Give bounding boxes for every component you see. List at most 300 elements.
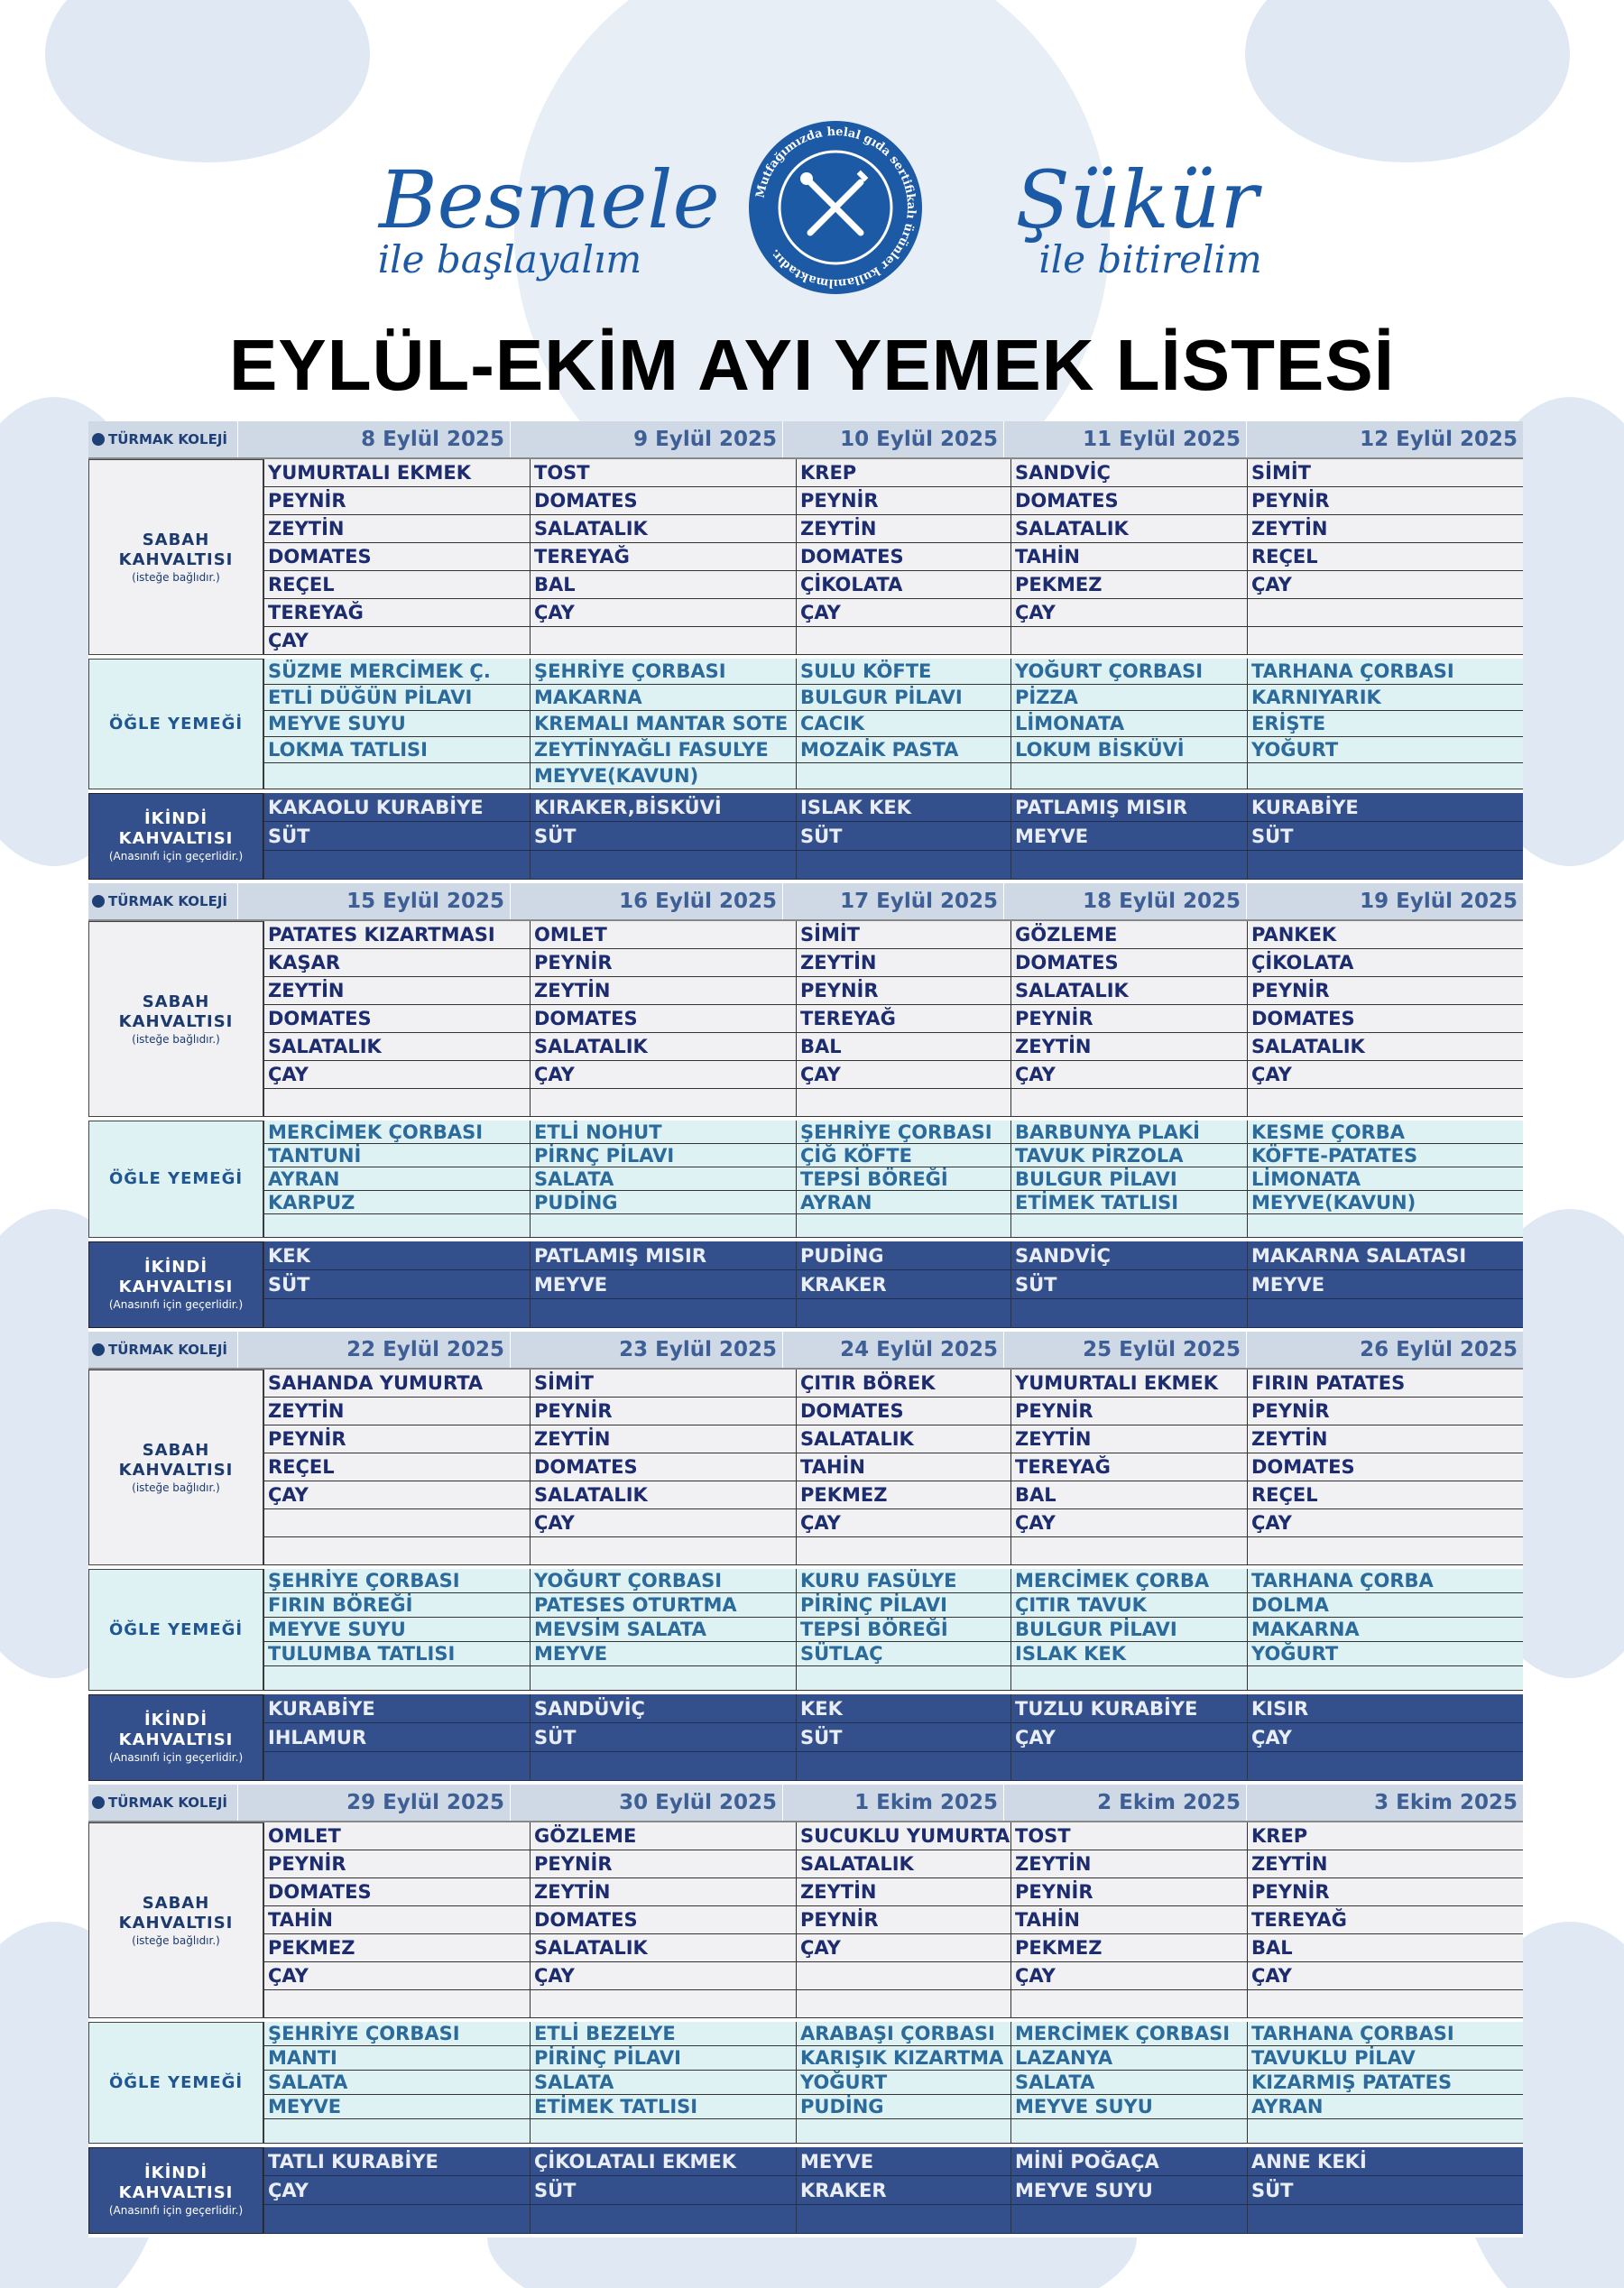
day-column [263,1569,530,1691]
day-column [530,1694,796,1781]
menu-item: SÜT [531,1723,796,1752]
menu-item: ZEYTİN [1011,1033,1247,1061]
day-column [263,2022,530,2144]
menu-item [531,851,796,880]
menu-item: SALATALIK [1011,977,1247,1005]
snack-section [88,793,1523,883]
menu-item: REÇEL [264,571,530,599]
menu-item: ZEYTİN [531,977,796,1005]
menu-item [531,1537,796,1565]
menu-item: ÇİKOLATA [1248,949,1523,977]
menu-item: MEYVE SUYU [264,1618,530,1642]
menu-item [264,2205,530,2234]
menu-item: KREP [797,459,1010,487]
menu-item: ÇAY [1248,571,1523,599]
menu-item: SÜT [264,822,530,851]
menu-item: SÜZME MERCİMEK Ç. [264,659,530,685]
breakfast-section [88,921,1523,1121]
snack-label [88,1694,263,1781]
brand-logo [88,1785,237,1821]
menu-item: ZEYTİN [1011,1850,1247,1878]
menu-item [531,1752,796,1781]
menu-item: TAHİN [1011,1906,1247,1934]
lunch-section [88,1121,1523,1241]
page-header [0,0,1624,415]
menu-item: GÖZLEME [531,1822,796,1850]
menu-item: SİMİT [531,1370,796,1398]
day-column [263,1822,530,2018]
lunch-section [88,1569,1523,1694]
menu-item: SALATA [531,2071,796,2095]
menu-item: MERCİMEK ÇORBASI [264,1121,530,1144]
brand-icon [92,895,105,908]
menu-item: SALATA [531,1167,796,1191]
snack-label [88,1241,263,1328]
menu-item: YOĞURT ÇORBASI [1011,659,1247,685]
menu-item [531,2205,796,2234]
menu-item: ZEYTİN [1248,1850,1523,1878]
lunch-label [88,659,263,789]
menu-item: PEYNİR [1248,977,1523,1005]
menu-item: KEK [264,1241,530,1270]
day-column [1247,659,1523,789]
menu-item: SÜT [1248,2176,1523,2205]
brand-name: TÜRMAK KOLEJİ [108,1342,228,1358]
menu-item: MEYVE(KAVUN) [531,763,796,789]
label-line: KAHVALTISI [118,1913,234,1933]
menu-item: ÇAY [264,2176,530,2205]
menu-item [1248,1537,1523,1565]
menu-item: SALATALIK [531,1481,796,1509]
breakfast-section [88,459,1523,659]
week-header [88,1785,1523,1822]
menu-item: KRAKER [797,2176,1010,2205]
menu-item: ÇAY [1248,1962,1523,1990]
day-column [1247,1121,1523,1238]
day-column [530,459,796,655]
label-note: (isteğe bağlıdır.) [132,1032,220,1046]
menu-item: SALATALIK [264,1033,530,1061]
menu-item: ŞEHRİYE ÇORBASI [264,2022,530,2046]
menu-item: DOMATES [264,1005,530,1033]
day-date: 29 Eylül 2025 [237,1785,510,1821]
menu-item: PEYNİR [1248,1878,1523,1906]
menu-item: KREP [1248,1822,1523,1850]
menu-item: MERCİMEK ÇORBASI [1011,2022,1247,2046]
menu-item: SALATALIK [531,1934,796,1962]
lunch-label [88,2022,263,2144]
menu-item: MEVSİM SALATA [531,1618,796,1642]
seal-text: Mutfağımızda helal gıda sertifikalı ürünler kullanılmaktadır. [753,125,918,291]
menu-item: KARPUZ [264,1191,530,1214]
brand-name: TÜRMAK KOLEJİ [108,431,228,447]
menu-item: ISLAK KEK [1011,1642,1247,1666]
label-line: SABAH [142,1893,210,1913]
snack-section [88,1241,1523,1332]
menu-item [264,1537,530,1565]
menu-item [1011,1299,1247,1328]
menu-item: SÜT [797,822,1010,851]
menu-item: SÜTLAÇ [797,1642,1010,1666]
brand-name: TÜRMAK KOLEJİ [108,1794,228,1811]
menu-item: IHLAMUR [264,1723,530,1752]
day-column [1247,2022,1523,2144]
day-date: 10 Eylül 2025 [782,421,1003,457]
label-note: (isteğe bağlıdır.) [132,1933,220,1947]
besmele-subtext: ile başlayalım [377,237,642,281]
menu-item: ZEYTİN [797,949,1010,977]
label-note: (Anasınıfı için geçerlidir.) [108,850,244,863]
menu-item: ETLİ NOHUT [531,1121,796,1144]
label-line: ÖĞLE YEMEĞİ [108,1619,244,1639]
brand-logo [88,1332,237,1368]
label-line: ÖĞLE YEMEĞİ [108,2072,244,2092]
lunch-section [88,2022,1523,2147]
menu-item: OMLET [264,1822,530,1850]
week-block [88,1332,1523,1785]
day-column [796,1121,1010,1238]
day-date: 15 Eylül 2025 [237,883,510,919]
day-date: 1 Ekim 2025 [782,1785,1003,1821]
menu-item: BAL [1248,1934,1523,1962]
menu-item: BAL [1011,1481,1247,1509]
menu-item: PEYNİR [264,487,530,515]
menu-item: ŞEHRİYE ÇORBASI [797,1121,1010,1144]
menu-item: REÇEL [264,1453,530,1481]
menu-item: FIRIN BÖREĞİ [264,1593,530,1618]
menu-item: PİZZA [1011,685,1247,711]
menu-item: TAHİN [264,1906,530,1934]
menu-item: PEYNİR [531,949,796,977]
menu-item: PANKEK [1248,921,1523,949]
menu-item: BULGUR PİLAVI [797,685,1010,711]
menu-item: ÇAY [1011,1723,1247,1752]
menu-item: MANTI [264,2046,530,2071]
menu-item: ÇAY [1248,1061,1523,1089]
menu-table [88,421,1523,2237]
breakfast-section [88,1822,1523,2022]
menu-item: SÜT [797,1723,1010,1752]
menu-item [797,627,1010,655]
label-line: SABAH [142,530,210,549]
menu-item: PEYNİR [1011,1005,1247,1033]
day-column [263,1694,530,1781]
besmele-wordmark [377,153,720,281]
menu-item: LOKMA TATLISI [264,737,530,763]
menu-item: TAHİN [1011,543,1247,571]
menu-item: FIRIN PATATES [1248,1370,1523,1398]
menu-item [531,1990,796,2018]
menu-item: SALATALIK [531,515,796,543]
halal-seal-icon [745,117,926,298]
label-line: İKİNDİ [143,809,208,828]
menu-item [264,1214,530,1238]
menu-item: ÇAY [264,1962,530,1990]
menu-item [264,1299,530,1328]
day-column [1247,1370,1523,1565]
menu-item [797,763,1010,789]
menu-item: MERCİMEK ÇORBA [1011,1569,1247,1593]
menu-item: PATESES OTURTMA [531,1593,796,1618]
menu-item: ZEYTİN [264,515,530,543]
menu-item: ÇAY [797,599,1010,627]
menu-item: PUDİNG [797,1241,1010,1270]
menu-item: SÜT [1011,1270,1247,1299]
day-column [796,793,1010,880]
day-column [1010,1241,1247,1328]
menu-item: MAKARNA [531,685,796,711]
day-column [263,1370,530,1565]
menu-item: REÇEL [1248,1481,1523,1509]
day-column [1247,1569,1523,1691]
menu-item [797,1752,1010,1781]
menu-item: GÖZLEME [1011,921,1247,949]
day-column [530,2022,796,2144]
menu-item: SAHANDA YUMURTA [264,1370,530,1398]
menu-item: DOMATES [264,1878,530,1906]
menu-item [531,1089,796,1117]
menu-item [1011,1666,1247,1691]
menu-item [797,2119,1010,2144]
sukur-subtext: ile bitirelim [1038,237,1262,281]
menu-item: TEREYAĞ [797,1005,1010,1033]
label-line: SABAH [142,992,210,1011]
menu-item: SALATA [1011,2071,1247,2095]
menu-item: BULGUR PİLAVI [1011,1618,1247,1642]
menu-item: PATATES KIZARTMASI [264,921,530,949]
menu-item: AYRAN [264,1167,530,1191]
menu-item: DOMATES [1248,1453,1523,1481]
menu-item [1011,1214,1247,1238]
menu-item: KIZARMIŞ PATATES [1248,2071,1523,2095]
menu-item: ÇAY [797,1934,1010,1962]
menu-item: KAŞAR [264,949,530,977]
menu-item: DOMATES [1011,487,1247,515]
menu-item: TEREYAĞ [531,543,796,571]
menu-item: ARABAŞI ÇORBASI [797,2022,1010,2046]
menu-item [1011,1990,1247,2018]
breakfast-label [88,459,263,655]
menu-item [797,1537,1010,1565]
menu-item: DOMATES [797,1398,1010,1425]
menu-item: KEK [797,1694,1010,1723]
day-column [1247,921,1523,1117]
menu-item: SANDÜVİÇ [531,1694,796,1723]
menu-item: CACIK [797,711,1010,737]
day-date: 19 Eylül 2025 [1246,883,1523,919]
menu-item: SALATALIK [531,1033,796,1061]
day-column [796,1241,1010,1328]
menu-item: TOST [531,459,796,487]
menu-item: MEYVE SUYU [1011,2095,1247,2119]
menu-item: ÇİKOLATALI EKMEK [531,2147,796,2176]
day-column [796,1822,1010,2018]
label-note: (Anasınıfı için geçerlidir.) [108,1751,244,1764]
day-date: 9 Eylül 2025 [510,421,782,457]
brand-icon [92,433,105,446]
menu-item: KESME ÇORBA [1248,1121,1523,1144]
menu-item: ZEYTİN [531,1878,796,1906]
menu-item [797,2205,1010,2234]
menu-item: SALATALIK [797,1850,1010,1878]
label-line: İKİNDİ [143,2163,208,2182]
menu-item: MEYVE [531,1642,796,1666]
week-block [88,421,1523,883]
menu-item: ÇAY [1011,1509,1247,1537]
day-column [1247,793,1523,880]
menu-item: MEYVE [264,2095,530,2119]
menu-item: ÇAY [1248,1723,1523,1752]
menu-item: YOĞURT ÇORBASI [531,1569,796,1593]
label-line: KAHVALTISI [118,2183,234,2202]
menu-item [1248,599,1523,627]
breakfast-section [88,1370,1523,1569]
label-line: SABAH [142,1440,210,1460]
menu-item [531,1299,796,1328]
menu-item: PİRİNÇ PİLAVI [531,2046,796,2071]
menu-item: MEYVE [797,2147,1010,2176]
menu-item: TATLI KURABİYE [264,2147,530,2176]
day-column [530,1241,796,1328]
menu-item: DOMATES [1248,1005,1523,1033]
label-line: KAHVALTISI [118,549,234,569]
menu-item [1248,1214,1523,1238]
menu-item: ÇAY [264,627,530,655]
day-column [1247,1822,1523,2018]
day-date: 18 Eylül 2025 [1003,883,1246,919]
menu-item: TEPSİ BÖREĞİ [797,1618,1010,1642]
day-column [796,1694,1010,1781]
day-date: 25 Eylül 2025 [1003,1332,1246,1368]
day-column [1010,1370,1247,1565]
menu-item: SUCUKLU YUMURTA [797,1822,1010,1850]
brand-name: TÜRMAK KOLEJİ [108,893,228,909]
menu-item: TAVUK PİRZOLA [1011,1144,1247,1167]
menu-item: PATLAMIŞ MISIR [1011,793,1247,822]
menu-item [1011,851,1247,880]
menu-item: KURABİYE [1248,793,1523,822]
menu-item [1248,851,1523,880]
day-date: 2 Ekim 2025 [1003,1785,1246,1821]
menu-item: ZEYTİN [531,1425,796,1453]
menu-item: PUDİNG [531,1191,796,1214]
menu-item [797,1666,1010,1691]
label-line: KAHVALTISI [118,1460,234,1480]
menu-item: ÇAY [797,1509,1010,1537]
menu-item [1011,2119,1247,2144]
menu-item: MAKARNA SALATASI [1248,1241,1523,1270]
menu-item [1248,1752,1523,1781]
menu-item: TARHANA ÇORBASI [1248,2022,1523,2046]
page-title: EYLÜL-EKİM AYI YEMEK LİSTESİ [229,325,1395,405]
menu-item [797,851,1010,880]
day-column [1010,1822,1247,2018]
menu-item: PATLAMIŞ MISIR [531,1241,796,1270]
day-column [530,793,796,880]
day-column [1010,659,1247,789]
menu-item: PEYNİR [264,1850,530,1878]
menu-item: KÖFTE-PATATES [1248,1144,1523,1167]
day-column [1247,2147,1523,2234]
menu-item: TAVUKLU PİLAV [1248,2046,1523,2071]
menu-item: SALATALIK [797,1425,1010,1453]
menu-item: ŞEHRİYE ÇORBASI [264,1569,530,1593]
menu-item [1011,2205,1247,2234]
menu-item [264,1752,530,1781]
day-column [263,459,530,655]
menu-item: ÇAY [1011,599,1247,627]
menu-item: TULUMBA TATLISI [264,1642,530,1666]
day-column [796,459,1010,655]
label-note: (isteğe bağlıdır.) [132,570,220,584]
menu-item: PEYNİR [797,487,1010,515]
menu-item: KAKAOLU KURABİYE [264,793,530,822]
week-block [88,883,1523,1332]
day-column [530,659,796,789]
menu-item [264,1990,530,2018]
snack-label [88,2147,263,2234]
menu-item: TEPSİ BÖREĞİ [797,1167,1010,1191]
menu-item: AYRAN [797,1191,1010,1214]
menu-item: ZEYTİN [264,977,530,1005]
menu-item: PEKMEZ [1011,571,1247,599]
menu-item: MEYVE(KAVUN) [1248,1191,1523,1214]
menu-item: TARHANA ÇORBASI [1248,659,1523,685]
menu-item: SİMİT [797,921,1010,949]
day-date: 17 Eylül 2025 [782,883,1003,919]
menu-item: ETİMEK TATLISI [531,2095,796,2119]
menu-item [797,1089,1010,1117]
menu-item [797,1299,1010,1328]
menu-item: SÜT [531,822,796,851]
menu-item: TUZLU KURABİYE [1011,1694,1247,1723]
brand-logo [88,883,237,919]
day-column [1247,1241,1523,1328]
menu-item: SANDVİÇ [1011,1241,1247,1270]
menu-item: ÇAY [797,1061,1010,1089]
menu-item: PİRİNÇ PİLAVI [797,1593,1010,1618]
besmele-text: Besmele [379,153,720,246]
week-header [88,421,1523,459]
menu-item: DOMATES [264,543,530,571]
menu-item: TEREYAĞ [1248,1906,1523,1934]
snack-section [88,1694,1523,1785]
menu-item [797,1962,1010,1990]
menu-item: ETLİ DÜĞÜN PİLAVI [264,685,530,711]
day-column [530,1370,796,1565]
menu-item: PEYNİR [1248,1398,1523,1425]
day-column [1010,2022,1247,2144]
menu-item: MİNİ POĞAÇA [1011,2147,1247,2176]
menu-item: ÇAY [531,1061,796,1089]
menu-item [264,1089,530,1117]
menu-item: ISLAK KEK [797,793,1010,822]
menu-item: ANNE KEKİ [1248,2147,1523,2176]
day-column [796,1569,1010,1691]
snack-label [88,793,263,880]
day-date: 26 Eylül 2025 [1246,1332,1523,1368]
day-date: 3 Ekim 2025 [1246,1785,1523,1821]
label-note: (Anasınıfı için geçerlidir.) [108,1298,244,1311]
menu-item: KRAKER [797,1270,1010,1299]
menu-item: SALATALIK [1011,515,1247,543]
menu-item [264,763,530,789]
week-block [88,1785,1523,2237]
day-column [796,1370,1010,1565]
day-column [1010,921,1247,1117]
menu-item: BAL [797,1033,1010,1061]
menu-item: TOST [1011,1822,1247,1850]
